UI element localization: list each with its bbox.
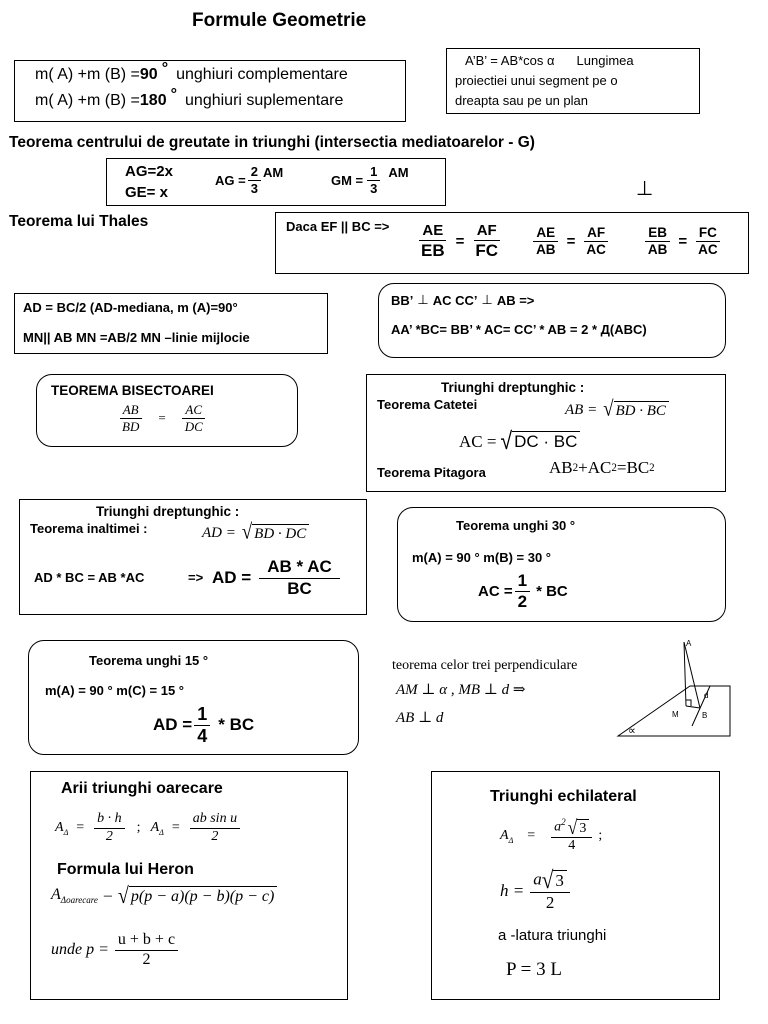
- fraction-ab-bd: $\frac{AB}{BD}$: [119, 403, 142, 433]
- centroid-am: AM: [388, 164, 409, 180]
- inaltimei-label: Teorema inaltimei :: [30, 521, 148, 536]
- equilateral-box: [431, 771, 720, 1000]
- fraction-ae-eb: $\frac{AE}{EB}$: [421, 222, 445, 260]
- catetei-label: Teorema Catetei: [377, 397, 478, 412]
- perp-icon: ⊥: [417, 292, 429, 307]
- equals-sign: =: [76, 820, 85, 836]
- area-symbol: $A_\Delta$: [150, 819, 164, 837]
- pitagora-label: Teorema Pitagora: [377, 465, 486, 480]
- angles-box: [14, 60, 406, 122]
- h-lhs: h =: [500, 881, 525, 901]
- angles-line2-val: 180: [139, 92, 167, 109]
- fraction-fc-ac: $\frac{FC}{AC}$: [695, 226, 721, 257]
- latura-label: a -latura triunghi: [498, 927, 607, 944]
- angles-line2-expr: m( A) +m (B) =: [35, 92, 140, 109]
- angles-line2-label: unghiuri suplementare: [185, 92, 344, 109]
- heron-heading: Formula lui Heron: [57, 861, 194, 878]
- fraction-af-fc: $\frac{AF}{FC}$: [475, 222, 499, 260]
- separator: ;: [136, 820, 141, 836]
- median-box: [14, 293, 328, 354]
- equals-sign: =: [455, 232, 465, 250]
- angle30-condition: m(A) = 90 ° m(B) = 30 °: [412, 550, 551, 565]
- equals-sign: =: [678, 232, 688, 250]
- fig-label-m: M: [672, 710, 679, 719]
- angles-line1-val: 90: [139, 66, 158, 83]
- pyth-ac: +AC: [578, 458, 612, 477]
- fraction-1-2: $\frac{1}{2}$: [515, 572, 530, 611]
- projection-box: [446, 48, 700, 114]
- fraction-1-4: $\frac{1}{4}$: [194, 705, 210, 746]
- fraction-absinu-2: $\frac{\text{ab sin u}}{2}$: [190, 812, 240, 844]
- fraction-1-3: $\frac{1}{3}$: [367, 165, 380, 195]
- page-title: Formule Geometrie: [192, 10, 367, 31]
- centroid-ge: GE= x: [125, 184, 168, 201]
- thales-box: [275, 212, 749, 274]
- right-triangle-height-box: [19, 499, 367, 615]
- sqrt-dc-bc: √ DC · BC: [500, 431, 580, 452]
- centroid-heading: Teorema centrului de greutate in triunghi (intersectia mediatoarelor - G): [9, 134, 535, 151]
- heron-area: $A_{\Delta oarecare}$: [51, 886, 98, 906]
- angles-line1-label: unghiuri complementare: [176, 66, 348, 83]
- fraction-2-3: $\frac{2}{3}$: [248, 165, 261, 195]
- heights-ac-cc: AC CC’: [432, 292, 478, 308]
- degree-symbol: °: [161, 60, 169, 77]
- minus-sign: –: [103, 887, 112, 904]
- projection-desc2: proiectiei unui segment pe o: [455, 73, 618, 88]
- fig-label-alpha: ∝: [628, 725, 636, 737]
- height-line2: AD * BC = AB *AC: [34, 570, 145, 585]
- projection-desc1: Lungimea: [576, 53, 634, 68]
- bisector-box: [36, 374, 298, 447]
- heights-line2: AA’ *BC= BB’ * AC= CC’ * AB = 2 * Д(ABC): [391, 322, 647, 337]
- pyth-ab: AB: [549, 458, 573, 477]
- three-perp-figure: [612, 634, 732, 744]
- heights-bb: BB’: [391, 292, 414, 308]
- fraction-p: $\frac{u + b + c}{2}$: [115, 932, 178, 969]
- projection-desc3: dreapta sau pe un plan: [455, 93, 588, 108]
- equilateral-area: $A_\Delta$: [500, 827, 514, 845]
- fraction-a2sqrt3-4: $a^2$ √ 3 4: [551, 818, 592, 854]
- area-heading: Arii triunghi oarecare: [61, 780, 223, 797]
- bisector-heading: TEOREMA BISECTOAREI: [51, 383, 214, 398]
- angle30-heading: Teorema unghi 30 °: [456, 518, 576, 533]
- thales-condition: Daca EF || BC =>: [286, 219, 390, 234]
- centroid-am: AM: [262, 164, 284, 180]
- fraction-eb-ab: $\frac{EB}{AB}$: [645, 226, 671, 257]
- fraction-ab-ac-bc: $\frac{AB * AC}{BC}$: [259, 558, 340, 598]
- projection-formula: A’B’ = AB*cos α: [465, 53, 555, 68]
- three-perp-line2: AB ⊥ d: [396, 710, 444, 726]
- thales-heading: Teorema lui Thales: [9, 213, 149, 230]
- fig-label-b: B: [702, 711, 708, 720]
- angle15-rhs: * BC: [218, 715, 255, 735]
- height-heading: Triunghi dreptunghic :: [96, 504, 240, 519]
- perpendicular-symbol: ⊥: [636, 178, 654, 200]
- heights-box: [378, 283, 726, 358]
- angle15-lhs: AD =: [153, 715, 193, 735]
- area-box: [30, 771, 348, 1000]
- leg-heading: Triunghi dreptunghic :: [441, 380, 585, 395]
- catetei-ab: AB =: [565, 401, 598, 418]
- pyth-bc: =BC: [616, 458, 650, 477]
- angles-line1-expr: m( A) +m (B) =: [35, 66, 140, 83]
- centroid-gm-lhs: GM =: [331, 172, 364, 188]
- catetei-ac: AC =: [459, 431, 497, 451]
- perp-icon: ⊥: [481, 292, 493, 307]
- equals-sign: =: [171, 820, 180, 836]
- angle30-lhs: AC =: [478, 582, 513, 600]
- sqrt-bd-bc: √ BD · BC: [603, 401, 669, 420]
- fraction-asqrt3-2: a √ 3 2: [530, 870, 570, 912]
- unde-p: unde p =: [51, 941, 109, 959]
- median-line2: MN|| AB MN =AB/2 MN –linie mijlocie: [23, 330, 250, 345]
- equilateral-heading: Triunghi echilateral: [490, 788, 637, 805]
- fig-label-d: d: [704, 691, 709, 700]
- three-perp-heading: teorema celor trei perpendiculare: [392, 658, 578, 673]
- angle15-box: [28, 640, 359, 755]
- area-symbol: $A_\Delta$: [55, 819, 69, 837]
- fraction-bh-2: $\frac{b \cdot h}{2}$: [94, 812, 125, 844]
- heights-ab: AB =>: [496, 292, 535, 308]
- inaltimei-ad: AD =: [202, 524, 236, 541]
- angle30-box: [397, 507, 726, 622]
- fig-label-a: A: [686, 639, 692, 648]
- centroid-ag: AG=2x: [125, 163, 173, 180]
- perimeter-formula: P = 3 L: [506, 959, 562, 980]
- angle15-heading: Teorema unghi 15 °: [89, 653, 209, 668]
- degree-symbol: °: [170, 86, 178, 103]
- equals-sign: =: [566, 232, 576, 250]
- angle15-condition: m(A) = 90 ° m(C) = 15 °: [45, 683, 184, 698]
- equals-sign: =: [158, 410, 166, 426]
- right-triangle-leg-box: Triunghi dreptunghic : Teorema Catetei AB = √ BD · BC AC = √ DC · BC Teorema Pitagora AB 2 +AC 2 =BC 2: [366, 374, 726, 492]
- heron-sqrt: √ p(p − a)(p − b)(p − c): [118, 886, 277, 906]
- height-ad2: AD =: [212, 567, 252, 587]
- centroid-box: [106, 158, 446, 206]
- median-line1: AD = BC/2 (AD-mediana, m (A)=90°: [23, 300, 238, 315]
- sqrt-bd-dc: √ BD · DC: [242, 524, 309, 543]
- fraction-ac-dc: $\frac{AC}{DC}$: [182, 403, 206, 433]
- implies-arrow: =>: [188, 570, 204, 585]
- angle30-rhs: * BC: [536, 582, 568, 600]
- three-perp-line1: AM ⊥ α , MB ⊥ d ⇒: [396, 682, 526, 698]
- equals-sign: =: [527, 827, 536, 843]
- fraction-ae-ab: $\frac{AE}{AB}$: [533, 226, 559, 257]
- fraction-af-ac: $\frac{AF}{AC}$: [583, 226, 609, 257]
- centroid-ag-lhs: AG =: [215, 172, 246, 188]
- separator: ;: [598, 827, 603, 843]
